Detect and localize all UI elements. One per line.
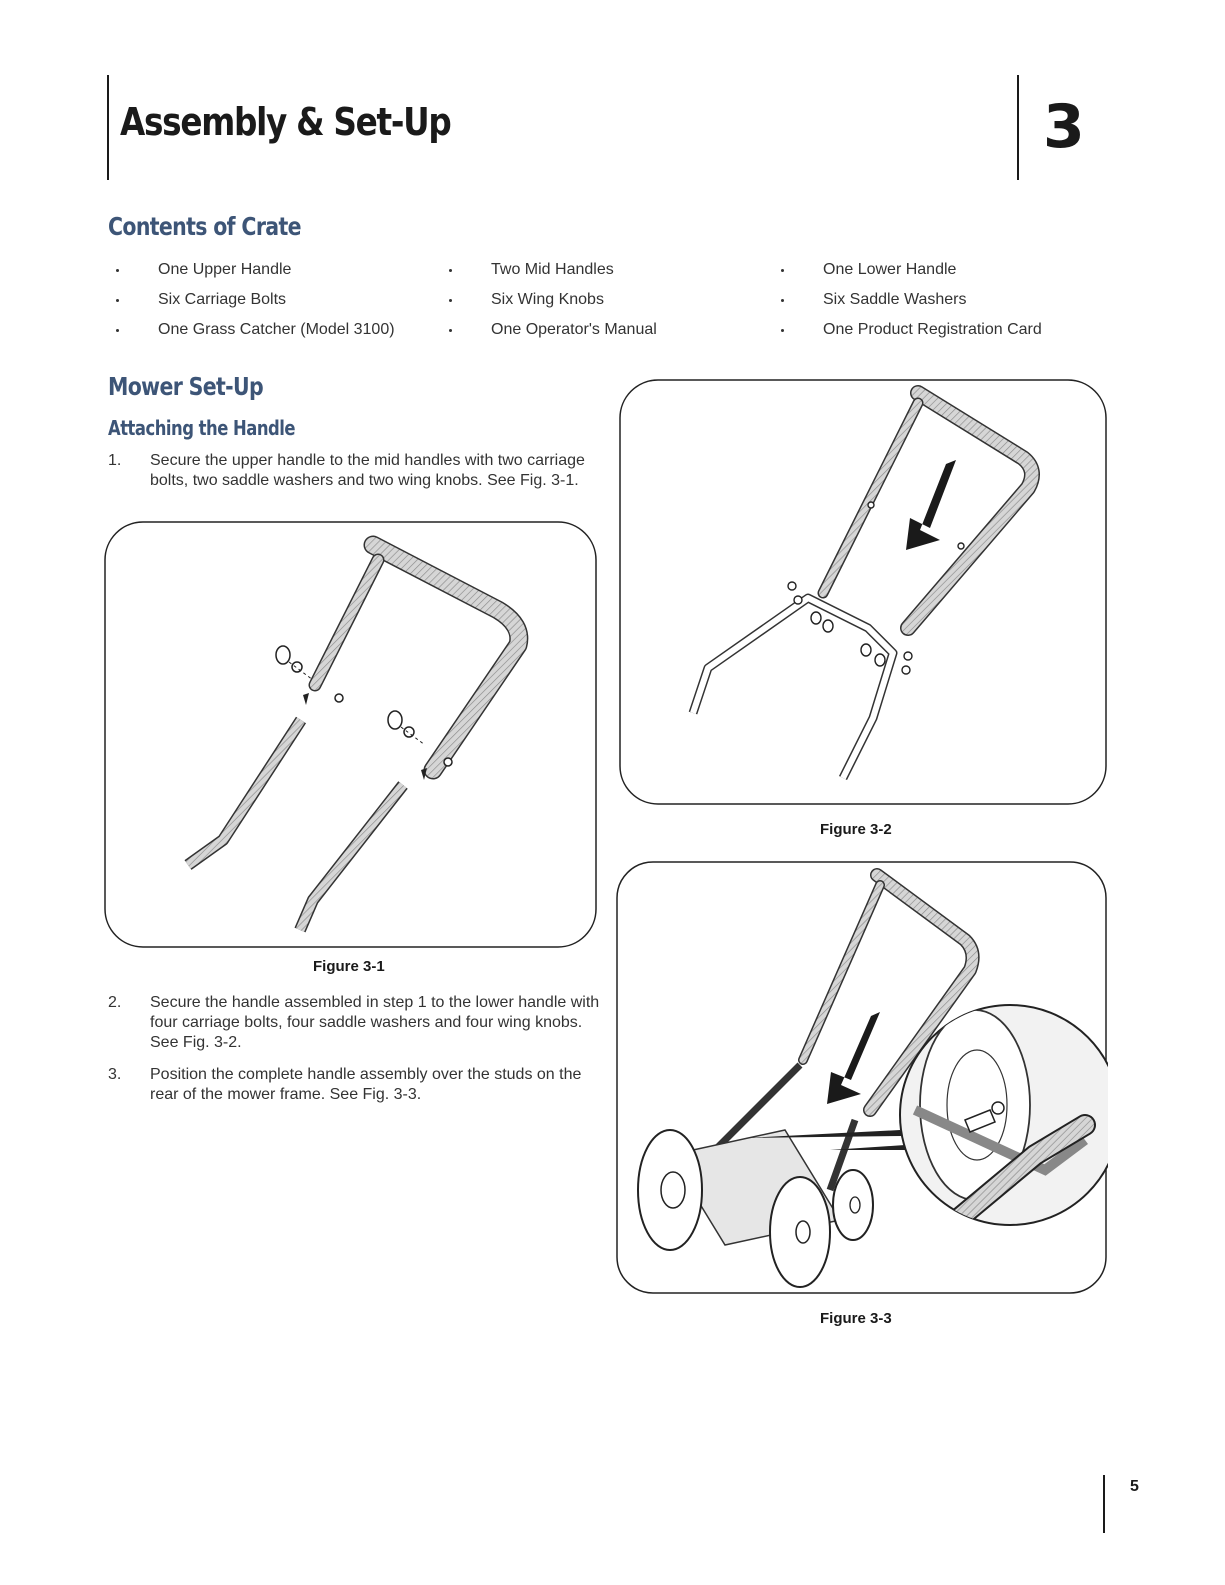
step-text: Secure the handle assembled in step 1 to the lower handle with four carriage bolts, four saddle washers and four wing knobs. See Fig. 3-2. <box>150 994 600 1051</box>
step-number: 2. <box>108 994 122 1011</box>
step-number: 3. <box>108 1066 122 1083</box>
contents-column-3 <box>773 257 1113 347</box>
list-item: Six Saddle Washers <box>773 287 1113 317</box>
contents-heading: Contents of Crate <box>108 212 301 241</box>
list-item: Six Carriage Bolts <box>108 287 438 317</box>
page-number: 5 <box>1130 1478 1139 1495</box>
list-item: One Product Registration Card <box>773 317 1113 347</box>
step-2 <box>108 993 603 1053</box>
figure-3-2-caption: Figure 3-2 <box>820 821 892 838</box>
list-item: Two Mid Handles <box>441 257 771 287</box>
step-1 <box>108 451 603 491</box>
step-number: 1. <box>108 452 122 469</box>
step-3 <box>108 1065 603 1105</box>
page-number-rule <box>1103 1475 1105 1533</box>
figure-3-2 <box>618 378 1108 806</box>
step-text: Position the complete handle assembly over the studs on the rear of the mower frame. See Fig. 3-3. <box>150 1066 582 1103</box>
list-item: Six Wing Knobs <box>441 287 771 317</box>
contents-column-2 <box>441 257 771 347</box>
list-item: One Lower Handle <box>773 257 1113 287</box>
setup-subheading: Attaching the Handle <box>108 416 296 440</box>
figure-3-1-caption: Figure 3-1 <box>313 958 385 975</box>
title-rule-left <box>107 75 109 180</box>
chapter-title: Assembly & Set-Up <box>120 100 451 144</box>
list-item: One Operator's Manual <box>441 317 771 347</box>
list-item: One Grass Catcher (Model 3100) <box>108 317 438 347</box>
figure-3-1 <box>103 520 598 950</box>
setup-heading: Mower Set-Up <box>108 372 264 401</box>
figure-3-3 <box>615 860 1108 1295</box>
contents-column-1 <box>108 257 438 347</box>
title-rule-right <box>1017 75 1019 180</box>
chapter-number: 3 <box>1043 92 1085 162</box>
list-item: One Upper Handle <box>108 257 438 287</box>
step-text: Secure the upper handle to the mid handles with two carriage bolts, two saddle washers and two wing knobs. See Fig. 3-1. <box>150 452 585 489</box>
figure-3-3-caption: Figure 3-3 <box>820 1310 892 1327</box>
